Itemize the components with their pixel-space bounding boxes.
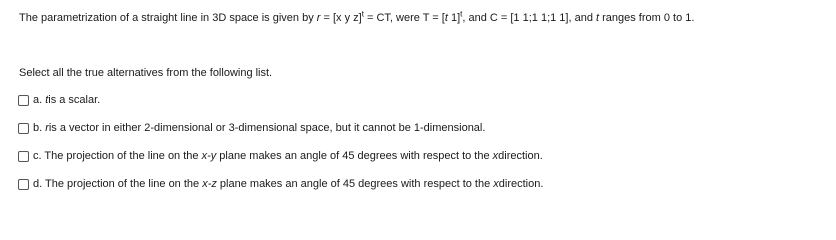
- option-a[interactable]: [18, 92, 100, 108]
- option-b-checkbox[interactable]: [18, 123, 29, 134]
- option-var: x-z: [202, 178, 217, 190]
- option-text: The projection of the line on the: [42, 178, 203, 190]
- question-part: , and C = [1 1;1 1;1 1], and: [462, 12, 596, 24]
- option-text: plane makes an angle of 45 degrees with respect to the: [216, 150, 493, 162]
- instruction-text: Select all the true alternatives from the following list.: [19, 67, 273, 79]
- option-var: r: [45, 122, 49, 134]
- option-text: is a scalar.: [48, 94, 101, 106]
- var-t: t: [596, 12, 600, 24]
- option-var: x-y: [201, 150, 217, 162]
- option-text: plane makes an angle of 45 degrees with respect to the: [216, 178, 494, 190]
- option-b[interactable]: [18, 120, 485, 136]
- question-part: = [x y z]: [320, 12, 362, 24]
- option-c-checkbox[interactable]: [18, 151, 29, 162]
- question-part: 1]: [447, 12, 461, 24]
- option-text: direction.: [498, 150, 543, 162]
- option-c[interactable]: [18, 148, 543, 164]
- option-var: x: [493, 178, 499, 190]
- option-d[interactable]: [18, 176, 543, 192]
- option-letter: d.: [33, 178, 43, 190]
- transpose-sup: t: [460, 9, 463, 19]
- var-r: r: [316, 12, 321, 24]
- question-part: ranges from 0 to 1.: [599, 12, 695, 24]
- option-text: direction.: [498, 178, 544, 190]
- transpose-sup: t: [361, 9, 364, 19]
- option-d-checkbox[interactable]: [18, 179, 29, 190]
- option-var: x: [492, 150, 499, 162]
- question-part: = CT, were T = [: [363, 12, 445, 24]
- option-var: t: [45, 94, 49, 106]
- question-text: [19, 10, 694, 26]
- option-letter: a.: [33, 94, 43, 106]
- var-t: t: [444, 12, 448, 24]
- option-letter: b.: [33, 122, 43, 134]
- option-letter: c.: [33, 150, 42, 162]
- option-a-checkbox[interactable]: [18, 95, 29, 106]
- option-text: is a vector in either 2-dimensional or 3-dimensional space, but it cannot be 1-dimensional.: [48, 122, 486, 134]
- option-text: The projection of the line on the: [41, 150, 202, 162]
- question-part: The parametrization of a straight line in 3D space is given by: [19, 12, 317, 24]
